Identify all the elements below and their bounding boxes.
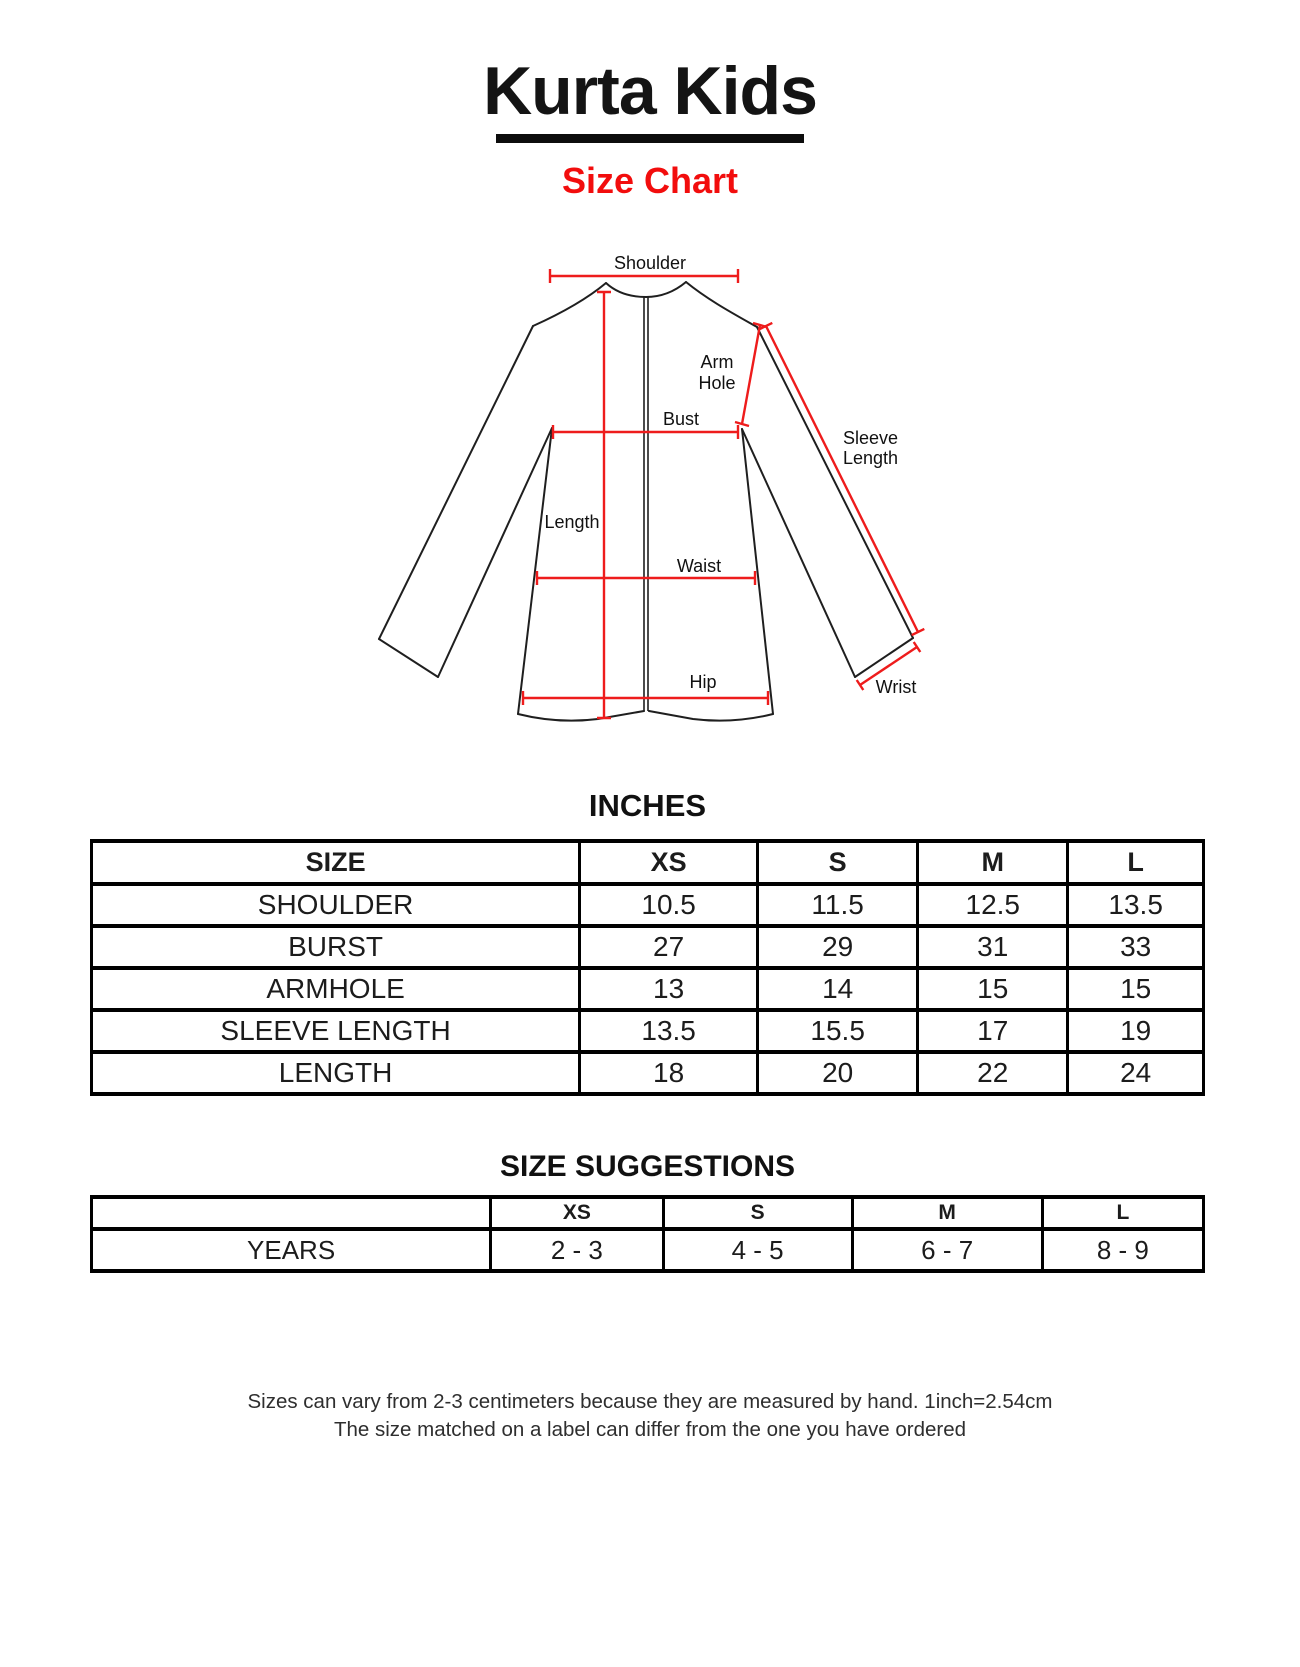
table-row-sleeve-length xyxy=(92,1010,1204,1052)
sleeve-length-measure-line xyxy=(760,323,925,635)
page-title: Kurta Kids xyxy=(483,53,817,129)
cell-value: 15 xyxy=(918,968,1068,1010)
kurta-measurement-diagram xyxy=(340,250,930,730)
cell-value: 18 xyxy=(580,1052,758,1094)
cell-value: 12.5 xyxy=(918,884,1068,926)
cell-value: 4 - 5 xyxy=(663,1229,852,1271)
cell-value: 31 xyxy=(918,926,1068,968)
col-header-m: M xyxy=(918,841,1068,884)
row-label: SHOULDER xyxy=(92,884,580,926)
cell-value: 19 xyxy=(1068,1010,1204,1052)
col-header-s: S xyxy=(758,841,918,884)
table-row-years xyxy=(92,1229,1204,1271)
footnote xyxy=(0,1388,1300,1444)
cell-value: 13.5 xyxy=(580,1010,758,1052)
table-row-length xyxy=(92,1052,1204,1094)
inches-header-row xyxy=(92,841,1204,884)
armhole-label-line2: Hole xyxy=(698,373,736,393)
kurta-diagram-svg xyxy=(340,250,930,730)
cell-value: 13 xyxy=(580,968,758,1010)
cell-value: 15 xyxy=(1068,968,1204,1010)
sleeve-length-label-line2: Length xyxy=(843,448,899,468)
col-header-s: S xyxy=(663,1197,852,1229)
table-row-armhole xyxy=(92,968,1204,1010)
col-header-m: M xyxy=(852,1197,1042,1229)
col-header-l: L xyxy=(1042,1197,1203,1229)
cell-value: 29 xyxy=(758,926,918,968)
row-label: ARMHOLE xyxy=(92,968,580,1010)
cell-value: 27 xyxy=(580,926,758,968)
row-label: LENGTH xyxy=(92,1052,580,1094)
cell-value: 20 xyxy=(758,1052,918,1094)
table-row-shoulder xyxy=(92,884,1204,926)
size-suggestions-heading: SIZE SUGGESTIONS xyxy=(499,1150,796,1183)
suggestions-header-row xyxy=(92,1197,1204,1229)
col-header-xs: XS xyxy=(580,841,758,884)
bust-measure-line xyxy=(553,425,738,439)
cell-value: 15.5 xyxy=(758,1010,918,1052)
cell-value: 8 - 9 xyxy=(1042,1229,1203,1271)
inches-heading: INCHES xyxy=(588,788,707,823)
bust-label: Bust xyxy=(662,409,700,429)
hip-label: Hip xyxy=(689,672,717,692)
hip-measure-line xyxy=(523,691,768,705)
cell-value: 24 xyxy=(1068,1052,1204,1094)
col-header-xs: XS xyxy=(491,1197,663,1229)
cell-value: 6 - 7 xyxy=(852,1229,1042,1271)
cell-value: 33 xyxy=(1068,926,1204,968)
cell-value: 14 xyxy=(758,968,918,1010)
shoulder-label: Shoulder xyxy=(613,253,687,273)
armhole-label-line1: Arm xyxy=(700,352,734,372)
cell-value: 11.5 xyxy=(758,884,918,926)
cell-value: 2 - 3 xyxy=(491,1229,663,1271)
cell-value: 13.5 xyxy=(1068,884,1204,926)
cell-value: 22 xyxy=(918,1052,1068,1094)
col-header-l: L xyxy=(1068,841,1204,884)
diagram-labels xyxy=(544,253,916,697)
row-label: BURST xyxy=(92,926,580,968)
col-header-size: SIZE xyxy=(92,841,580,884)
inches-size-table xyxy=(90,839,1205,1096)
placket-line xyxy=(644,297,648,711)
length-measure-line xyxy=(597,292,611,718)
page-subtitle: Size Chart xyxy=(561,160,739,201)
footnote-line2: The size matched on a label can differ from the one you have ordered xyxy=(333,1418,967,1441)
waist-label: Waist xyxy=(676,556,722,576)
cell-value: 17 xyxy=(918,1010,1068,1052)
waist-measure-line xyxy=(537,571,755,585)
measurement-lines xyxy=(523,269,924,718)
size-suggestions-table xyxy=(90,1195,1205,1273)
title-underline xyxy=(496,134,804,143)
sleeve-length-label-line1: Sleeve xyxy=(843,428,899,448)
row-label: SLEEVE LENGTH xyxy=(92,1010,580,1052)
col-header-blank xyxy=(92,1197,491,1229)
table-row-burst xyxy=(92,926,1204,968)
footnote-line1: Sizes can vary from 2-3 centimeters because they are measured by hand. 1inch=2.54cm xyxy=(247,1390,1053,1413)
cell-value: 10.5 xyxy=(580,884,758,926)
length-label: Length xyxy=(544,512,600,532)
garment-outline xyxy=(379,282,913,721)
row-label: YEARS xyxy=(92,1229,491,1271)
wrist-label: Wrist xyxy=(875,677,917,697)
